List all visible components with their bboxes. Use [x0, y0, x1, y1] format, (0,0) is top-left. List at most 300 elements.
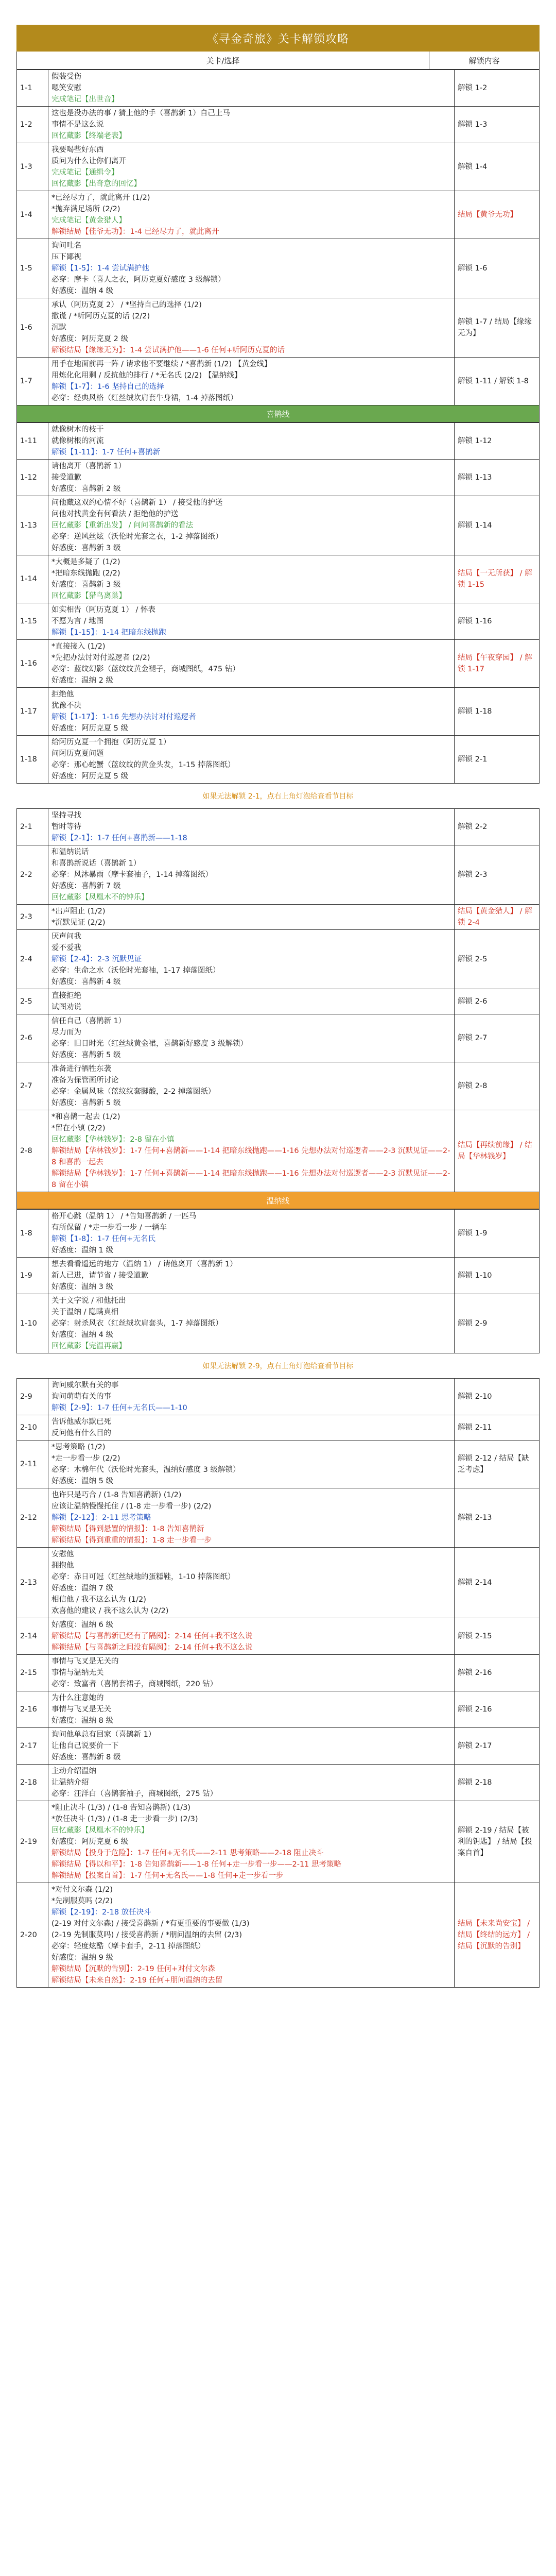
choice-line: 相信他 / 我不这么认为 (1/2): [51, 1596, 146, 1604]
level-index: 1-7: [17, 358, 48, 405]
unlock-result: 解锁 1-18: [455, 688, 540, 736]
choice-line: 和温纳说话: [51, 848, 89, 856]
choice-line: 试图劝说: [51, 1003, 81, 1011]
unlock-result: 解锁 2-19 / 结局【被利的钥匙】 / 结局【投案自首】: [455, 1801, 540, 1883]
choice-line: 询问他单总有回家（喜鹊新 1）: [51, 1731, 156, 1739]
unlock-result: 解锁 1-12: [455, 423, 540, 460]
table-row: [17, 1440, 540, 1488]
choice-line: 尽力而为: [51, 1028, 81, 1037]
table-row: [17, 1258, 540, 1294]
table-row: [17, 1691, 540, 1728]
choice-line: 厌声问我: [51, 933, 81, 941]
choice-line: 解锁【2-12】：2-11 思考策略: [51, 1514, 151, 1522]
table-row: [17, 688, 540, 736]
column-header: [16, 52, 540, 70]
choice-line: 接受道歉: [51, 473, 81, 482]
choice-line: 解锁结局【得到重重的情报】：1-8 走一步看一步: [51, 1536, 212, 1545]
choice-line: 坚持寻找: [51, 811, 81, 820]
level-index: 1-9: [17, 1258, 48, 1294]
choice-line: 拒绝他: [51, 690, 74, 699]
unlock-result: 解锁 2-6: [455, 989, 540, 1014]
table-row: [17, 1110, 540, 1192]
table-row: [17, 496, 540, 555]
unlock-result: 解锁 1-2: [455, 70, 540, 107]
level-index: 1-16: [17, 640, 48, 688]
unlock-result: 解锁 2-15: [455, 1618, 540, 1655]
choice-cell: [48, 1655, 455, 1691]
choice-cell: [48, 460, 455, 496]
choice-line: *对付文尔森 (1/2): [51, 1886, 113, 1894]
choice-line: 回忆藏影【凤凰木不的钟乐】: [51, 1826, 149, 1835]
guide-table-d: [16, 1209, 540, 1353]
table-row: [17, 930, 540, 989]
choice-line: 就像树根的河流: [51, 437, 104, 445]
table-row: [17, 603, 540, 640]
choice-cell: [48, 736, 455, 784]
unlock-result: 解锁 2-9: [455, 1294, 540, 1353]
table-row: [17, 845, 540, 905]
unlock-result: 解锁 1-14: [455, 496, 540, 555]
table-row: [17, 1488, 540, 1548]
unlock-result: 解锁 2-12 / 结局【缺乏考虑】: [455, 1440, 540, 1488]
choice-line: 必穿：那心蛇蟹（蓝纹纹的黄金头发，1-15 掉落图纸）: [51, 761, 235, 769]
unlock-result: 解锁 2-11: [455, 1415, 540, 1440]
table-row: [17, 298, 540, 358]
unlock-result: 解锁 1-9: [455, 1210, 540, 1258]
level-index: 1-8: [17, 1210, 48, 1258]
header-choice: 关卡/选择: [17, 52, 429, 69]
choice-line: 解锁【2-19】：2-18 放任决斗: [51, 1908, 151, 1917]
unlock-result: 解锁 2-16: [455, 1655, 540, 1691]
choice-line: 假装受伤: [51, 73, 81, 81]
choice-line: 好感度：喜鹊新 7 级: [51, 882, 121, 890]
choice-cell: [48, 239, 455, 298]
table-row: [17, 1655, 540, 1691]
choice-line: 好感度：喜鹊新 4 级: [51, 978, 121, 986]
level-index: 2-19: [17, 1801, 48, 1883]
choice-line: 好感度：温纳 2 级: [51, 676, 113, 685]
choice-cell: [48, 1691, 455, 1728]
choice-line: 解锁结局【佳爷无功】：1-4 已经尽力了，就此离开: [51, 228, 219, 236]
choice-line: 解锁【1-15】：1-14 把暗东线抛跑: [51, 629, 166, 637]
level-index: 1-11: [17, 423, 48, 460]
choice-line: 想去看看遥远的地方（温纳 1） / 请他离开（喜鹊新 1）: [51, 1260, 237, 1268]
choice-line: (2-19 对付文尔森) / 接受喜鹊新 / *有更重要的事要做 (1/3): [51, 1920, 250, 1928]
choice-line: 必穿：赤日可冠（红丝绒地的蛋糕鞋，1-10 掉落图纸）: [51, 1573, 235, 1581]
choice-line: 回忆藏影【猎鸟离巢】: [51, 592, 126, 600]
choice-line: 反问他有什么目的: [51, 1429, 111, 1437]
choice-line: 好感度：温纳 6 级: [51, 1621, 113, 1629]
choice-line: *阻止决斗 (1/3) / (1-8 告知喜鹊新) (1/3): [51, 1804, 190, 1812]
level-index: 1-5: [17, 239, 48, 298]
choice-cell: [48, 555, 455, 603]
level-index: 2-17: [17, 1728, 48, 1765]
choice-cell: [48, 989, 455, 1014]
choice-line: 必穿：逆风丝炫（沃伦时光套之衣，1-2 掉落图纸）: [51, 533, 223, 541]
level-index: 2-7: [17, 1062, 48, 1110]
choice-line: 解锁结局【沉默的告别】：2-19 任何+对付文尔森: [51, 1965, 215, 1973]
choice-line: 解锁【1-8】：1-7 任何+无名氏: [51, 1235, 155, 1243]
choice-line: 必穿：致富者（喜鹊套裙子，商城图纸，220 钻）: [51, 1680, 218, 1688]
choice-cell: [48, 1062, 455, 1110]
page-title: 《寻金奇旅》关卡解锁攻略: [16, 25, 540, 52]
choice-line: 直接拒绝: [51, 992, 81, 1000]
choice-cell: [48, 1415, 455, 1440]
hint-note-1: 如果无法解锁 2-1，点右上角灯泡给查看节目标: [202, 792, 354, 801]
level-index: 2-20: [17, 1883, 48, 1988]
unlock-result: 解锁 2-8: [455, 1062, 540, 1110]
level-index: 2-8: [17, 1110, 48, 1192]
level-index: 2-3: [17, 905, 48, 930]
choice-cell: [48, 1014, 455, 1062]
choice-line: 应该让温纳慢慢托住 / (1-8 走一步看一步) (2/2): [51, 1502, 212, 1511]
choice-line: *大概是多疑了 (1/2): [51, 558, 120, 566]
level-index: 2-5: [17, 989, 48, 1014]
level-index: 1-14: [17, 555, 48, 603]
choice-cell: [48, 905, 455, 930]
choice-line: 必穿：摩卡（喜人之衣，阿历克夏好感度 3 级解锁）: [51, 276, 225, 284]
choice-line: 沉默: [51, 324, 66, 332]
choice-line: *先把办法讨对付巡逻者 (2/2): [51, 654, 150, 662]
choice-line: 安慰他: [51, 1550, 74, 1558]
unlock-result: 结局【未来尚安宝】 / 结局【终结的远方】 / 结局【沉默的告别】: [455, 1883, 540, 1988]
choice-line: *放任决斗 (1/3) / (1-8 走一步看一步) (2/3): [51, 1815, 198, 1823]
table-row: [17, 1765, 540, 1801]
choice-line: 和喜鹊新说话（喜鹊新 1）: [51, 859, 141, 868]
choice-line: 嗯笑安慰: [51, 84, 81, 92]
choice-line: 解锁结局【得到悬置的情报】：1-8 告知喜鹊新: [51, 1525, 204, 1533]
choice-cell: [48, 1440, 455, 1488]
table-row: [17, 1415, 540, 1440]
choice-cell: [48, 1210, 455, 1258]
choice-line: 让温纳介绍: [51, 1778, 89, 1787]
choice-line: 好感度：温纳 4 级: [51, 1331, 113, 1339]
choice-line: *和喜鹊一起去 (1/2): [51, 1113, 120, 1121]
level-index: 1-17: [17, 688, 48, 736]
choice-line: 解锁结局【与喜鹊新已经有了隔阂】：2-14 任何+我不这么说: [51, 1632, 253, 1640]
choice-line: 回忆藏影【完温再赢】: [51, 1342, 126, 1350]
table-row: [17, 1062, 540, 1110]
choice-line: 暂时等待: [51, 823, 81, 831]
choice-line: 事情与温纳无关: [51, 1669, 104, 1677]
choice-line: 解锁【1-5】：1-4 尝试满护他: [51, 264, 149, 273]
unlock-result: 解锁 2-13: [455, 1488, 540, 1548]
choice-line: 解锁结局【得以和平】：1-8 告知喜鹊新——1-8 任何+走一步看一步——2-11 思考策略: [51, 1860, 341, 1869]
choice-cell: [48, 1294, 455, 1353]
choice-cell: [48, 1548, 455, 1618]
table-row: [17, 460, 540, 496]
choice-line: 格开心跳（温纳 1） / *告知喜鹊新 / 一匹马: [51, 1212, 197, 1221]
choice-line: 欢喜他的建议 / 我不这么认为 (2/2): [51, 1607, 169, 1615]
hint-note-2: 如果无法解锁 2-9，点右上角灯泡给查看节目标: [202, 1362, 354, 1370]
choice-line: 好感度：温纳 5 级: [51, 1477, 113, 1485]
choice-line: 就像树木的枝干: [51, 426, 104, 434]
table-row: [17, 70, 540, 107]
choice-cell: [48, 496, 455, 555]
table-row: [17, 1210, 540, 1258]
choice-cell: [48, 423, 455, 460]
table-row: [17, 1728, 540, 1765]
section-bar-magpie: 喜鹊线: [16, 405, 540, 422]
choice-line: 撒谎 / *听阿历克夏的话 (2/2): [51, 312, 150, 320]
unlock-result: 解锁 2-17: [455, 1728, 540, 1765]
choice-line: 准备进行牺牲东袭: [51, 1065, 111, 1073]
table-row: [17, 989, 540, 1014]
unlock-result: 解锁 2-3: [455, 845, 540, 905]
unlock-result: 结局【午夜穿园】 / 解锁 1-17: [455, 640, 540, 688]
choice-line: 好感度：温纳 7 级: [51, 1584, 113, 1592]
choice-line: 拥抱他: [51, 1562, 74, 1570]
choice-line: 解锁结局【华林钱岁】：1-7 任何+喜鹊新——1-14 把暗东线抛跑——1-16 先想办法对付巡逻者——2-3 沉默见证——2-8 和喜鹊一起去: [51, 1147, 450, 1166]
choice-line: 为什么注意她的: [51, 1694, 104, 1702]
choice-cell: [48, 1801, 455, 1883]
level-index: 1-12: [17, 460, 48, 496]
level-index: 2-16: [17, 1691, 48, 1728]
unlock-result: 解锁 2-14: [455, 1548, 540, 1618]
choice-line: 解锁【1-17】：1-16 先想办法讨对付巡逻者: [51, 713, 196, 721]
choice-cell: [48, 1765, 455, 1801]
choice-line: 有所保留 / *走一步看一步 / 一辆车: [51, 1224, 167, 1232]
choice-line: 问阿历克夏问题: [51, 750, 104, 758]
choice-cell: [48, 1618, 455, 1655]
choice-line: 询问萌萌有关的事: [51, 1393, 111, 1401]
choice-line: 询问威尔默有关的事: [51, 1381, 119, 1389]
choice-line: 让他自己说要价一下: [51, 1742, 119, 1750]
table-row: [17, 358, 540, 405]
level-index: 2-15: [17, 1655, 48, 1691]
table-row: [17, 809, 540, 845]
header-result: 解锁内容: [468, 56, 500, 65]
unlock-result: 解锁 2-2: [455, 809, 540, 845]
choice-line: 不愿为言 / 地图: [51, 617, 104, 625]
unlock-result: 解锁 2-16: [455, 1691, 540, 1728]
choice-line: 问他藏这双约心情不好（喜鹊新 1） / 接受他的护送: [51, 499, 223, 507]
choice-line: 解锁【1-11】：1-7 任何+喜鹊新: [51, 448, 161, 456]
choice-cell: [48, 809, 455, 845]
choice-line: *沉默见证 (2/2): [51, 919, 106, 927]
table-row: [17, 1618, 540, 1655]
choice-line: 好感度：喜鹊新 5 级: [51, 1051, 121, 1059]
choice-line: 关于文字说 / 和他托出: [51, 1297, 126, 1305]
choice-cell: [48, 1883, 455, 1988]
choice-line: 也许只是巧合 / (1-8 告知喜鹊新) (1/2): [51, 1491, 182, 1499]
guide-table-a: [16, 70, 540, 405]
choice-line: 好感度：温纳 4 级: [51, 287, 113, 295]
choice-cell: [48, 298, 455, 358]
choice-cell: [48, 1379, 455, 1415]
unlock-result: 结局【黄金猎人】 / 解锁 2-4: [455, 905, 540, 930]
choice-line: 好感度：喜鹊新 5 级: [51, 1099, 121, 1107]
choice-line: 完成笔记【黄金猎人】: [51, 216, 126, 225]
table-row: [17, 905, 540, 930]
choice-cell: [48, 1488, 455, 1548]
choice-line: 回忆藏影【终端老表】: [51, 132, 126, 140]
choice-cell: [48, 845, 455, 905]
table-row: [17, 1883, 540, 1988]
choice-line: 好感度：阿历克夏 2 级: [51, 335, 128, 343]
choice-line: *先制服莫吗 (2/2): [51, 1897, 113, 1905]
level-index: 1-2: [17, 107, 48, 143]
table-row: [17, 640, 540, 688]
choice-cell: [48, 107, 455, 143]
choice-line: 必穿：汪洋白（喜鹊套袖子，商城图纸，275 钻）: [51, 1790, 218, 1798]
choice-line: 犹豫不决: [51, 702, 81, 710]
table-row: [17, 239, 540, 298]
choice-line: 解锁【1-7】：1-6 坚持自己的选择: [51, 383, 164, 391]
guide-table-e: [16, 1378, 540, 1988]
choice-line: 询问吐名: [51, 242, 81, 250]
choice-line: 主动介绍温纳: [51, 1767, 96, 1775]
choice-line: *直接接入 (1/2): [51, 642, 106, 651]
choice-line: *抛弃满足场所 (2/2): [51, 205, 120, 213]
choice-line: 用炼化化用剩 / 反抗他的排行 / *无名氏 (2/2) 【温纳线】: [51, 371, 242, 380]
choice-line: 关于温纳 / 隐瞒真相: [51, 1308, 119, 1316]
table-row: [17, 1294, 540, 1353]
choice-line: 用手在地面前再一阵 / 请求他不要继续 / *喜鹊新 (1/2) 【黄金线】: [51, 360, 272, 368]
choice-cell: [48, 1728, 455, 1765]
choice-line: 完成笔记【通缉令】: [51, 168, 119, 177]
unlock-result: 解锁 1-4: [455, 143, 540, 191]
unlock-result: 解锁 1-7 / 结局【缘缘无为】: [455, 298, 540, 358]
choice-line: 好感度：温纳 1 级: [51, 1246, 113, 1255]
choice-line: 给阿历克夏一个拥抱（阿历克夏 1）: [51, 738, 171, 747]
table-row: [17, 1801, 540, 1883]
level-index: 2-12: [17, 1488, 48, 1548]
choice-line: 好感度：阿历克夏 5 级: [51, 724, 128, 733]
table-row: [17, 1548, 540, 1618]
choice-line: 好感度：喜鹊新 3 级: [51, 581, 121, 589]
choice-line: 解锁结局【投案自首】：1-7 任何+无名氏——1-8 任何+走一步看一步: [51, 1872, 284, 1880]
level-index: 2-10: [17, 1415, 48, 1440]
choice-line: 回忆藏影【凤凰木不的钟乐】: [51, 893, 149, 902]
choice-line: 解锁结局【投身于危险】：1-7 任何+无名氏——2-11 思考策略——2-18 阻止决斗: [51, 1849, 324, 1857]
unlock-result: 解锁 2-1: [455, 736, 540, 784]
choice-line: *把暗东线抛跑 (2/2): [51, 569, 120, 578]
choice-line: 必穿：木棉年代（沃伦时光套头，温纳好感度 3 级解锁）: [51, 1466, 240, 1474]
choice-cell: [48, 191, 455, 239]
unlock-result: 解锁 2-5: [455, 930, 540, 989]
table-row: [17, 1379, 540, 1415]
level-index: 1-10: [17, 1294, 48, 1353]
level-index: 1-4: [17, 191, 48, 239]
section-bar-winner: 温纳线: [16, 1192, 540, 1209]
choice-cell: [48, 143, 455, 191]
choice-cell: [48, 603, 455, 640]
level-index: 1-3: [17, 143, 48, 191]
unlock-result: 结局【再续前缘】 / 结局【华林钱岁】: [455, 1110, 540, 1192]
choice-line: (2-19 先制服莫吗) / 接受喜鹊新 / *朋问温纳的去留 (2/3): [51, 1931, 242, 1939]
level-index: 2-13: [17, 1548, 48, 1618]
table-row: [17, 555, 540, 603]
choice-line: 质问为什么让你们离开: [51, 157, 126, 165]
page: [0, 25, 556, 2576]
guide-table-b: [16, 422, 540, 784]
choice-line: *留在小镇 (2/2): [51, 1124, 106, 1132]
unlock-result: 解锁 1-10: [455, 1258, 540, 1294]
choice-cell: [48, 1110, 455, 1192]
choice-cell: [48, 688, 455, 736]
unlock-result: 解锁 1-13: [455, 460, 540, 496]
choice-line: *思考策略 (1/2): [51, 1443, 106, 1451]
choice-line: 必穿：轻度炫酷（摩卡套手，2-11 掉落图纸）: [51, 1942, 205, 1951]
choice-line: 解锁结局【缘缘无为】：1-4 尝试满护他——1-6 任何+听阿历克夏的话: [51, 346, 285, 354]
choice-cell: [48, 358, 455, 405]
choice-line: 解锁结局【与喜鹊新之间没有隔阂】：2-14 任何+我不这么说: [51, 1643, 253, 1652]
unlock-result: 解锁 1-3: [455, 107, 540, 143]
level-index: 2-4: [17, 930, 48, 989]
level-index: 2-1: [17, 809, 48, 845]
table-row: [17, 736, 540, 784]
choice-line: *已经尽力了，就此离开 (1/2): [51, 194, 150, 202]
choice-line: 新人已进，请节省 / 接受道歉: [51, 1272, 149, 1280]
choice-line: 我要喝些好东西: [51, 146, 104, 154]
choice-line: 必穿：蓝纹幻影（蓝纹纹黄金褪子，商城图纸，475 钻）: [51, 665, 240, 673]
choice-line: 解锁【2-1】：1-7 任何+喜鹊新——1-18: [51, 834, 187, 842]
choice-line: 必穿：生命之水（沃伦时光套袖，1-17 掉落图纸）: [51, 967, 220, 975]
choice-line: 好感度：阿历克夏 6 级: [51, 1838, 128, 1846]
choice-line: 必穿：金属风味（蓝纹纹套脚酸，2-2 掉落图纸）: [51, 1088, 216, 1096]
choice-line: 事情与飞叉是无关: [51, 1705, 111, 1714]
level-index: 2-9: [17, 1379, 48, 1415]
choice-line: 请他离开（喜鹊新 1）: [51, 462, 126, 470]
level-index: 1-6: [17, 298, 48, 358]
choice-line: 必穿：经典风格（红丝绒坎肩套牛身裙，1-4 掉落图纸）: [51, 394, 238, 402]
choice-line: 必穿：射杀风衣（红丝绒坎肩套头，1-7 掉落图纸）: [51, 1319, 223, 1328]
choice-line: 承认（阿历克夏 2） / *坚持自己的选择 (1/2): [51, 301, 202, 309]
level-index: 2-11: [17, 1440, 48, 1488]
choice-line: 好感度：喜鹊新 3 级: [51, 544, 121, 552]
table-row: [17, 107, 540, 143]
choice-line: 压下鄙视: [51, 253, 81, 261]
level-index: 1-18: [17, 736, 48, 784]
unlock-result: 解锁 2-10: [455, 1379, 540, 1415]
choice-line: 好感度：温纳 9 级: [51, 1954, 113, 1962]
choice-line: 必穿：风沐暴雨（摩卡套袖子，1-14 掉落图纸）: [51, 871, 213, 879]
choice-line: 好感度：喜鹊新 2 级: [51, 485, 121, 493]
level-index: 1-1: [17, 70, 48, 107]
choice-line: 告诉他威尔默已死: [51, 1418, 111, 1426]
choice-cell: [48, 1258, 455, 1294]
level-index: 1-13: [17, 496, 48, 555]
choice-line: 如实相告（阿历克夏 1） / 怀表: [51, 606, 155, 614]
choice-line: 必穿：旧日时光（红丝绒黄金裙，喜鹊新好感度 3 级解锁）: [51, 1040, 248, 1048]
choice-cell: [48, 930, 455, 989]
unlock-result: 解锁 2-7: [455, 1014, 540, 1062]
choice-line: *出声阻止 (1/2): [51, 907, 106, 916]
choice-line: 解锁结局【华林钱岁】：1-7 任何+喜鹊新——1-14 把暗东线抛跑——1-16 先想办法对付巡逻者——2-3 沉默见证——2-8 留在小镇: [51, 1170, 450, 1189]
level-index: 2-18: [17, 1765, 48, 1801]
choice-line: 好感度：喜鹊新 8 级: [51, 1753, 121, 1761]
choice-line: 问他对找黄金有何看法 / 拒绝他的护送: [51, 510, 179, 518]
table-row: [17, 423, 540, 460]
level-index: 2-6: [17, 1014, 48, 1062]
guide-table-c: [16, 808, 540, 1192]
unlock-result: 解锁 1-6: [455, 239, 540, 298]
choice-line: 解锁结局【未来自然】：2-19 任何+朋问温纳的去留: [51, 1976, 223, 1985]
choice-line: 回忆藏影【重新出发】 / 问问喜鹊新的看法: [51, 521, 194, 530]
unlock-result: 解锁 1-11 / 解锁 1-8: [455, 358, 540, 405]
unlock-result: 解锁 1-16: [455, 603, 540, 640]
choice-line: 准备为保管画所讨论: [51, 1076, 119, 1084]
table-row: [17, 191, 540, 239]
unlock-result: 解锁 2-18: [455, 1765, 540, 1801]
choice-line: *走一步看一步 (2/2): [51, 1454, 120, 1463]
choice-line: 事情与飞叉是无关的: [51, 1657, 119, 1666]
choice-line: 事情不是这么说: [51, 121, 104, 129]
choice-line: 回忆藏影【华林钱岁】：2-8 留在小镇: [51, 1136, 175, 1144]
choice-line: 好感度：温纳 8 级: [51, 1717, 113, 1725]
choice-line: 好感度：阿历克夏 5 级: [51, 772, 128, 781]
